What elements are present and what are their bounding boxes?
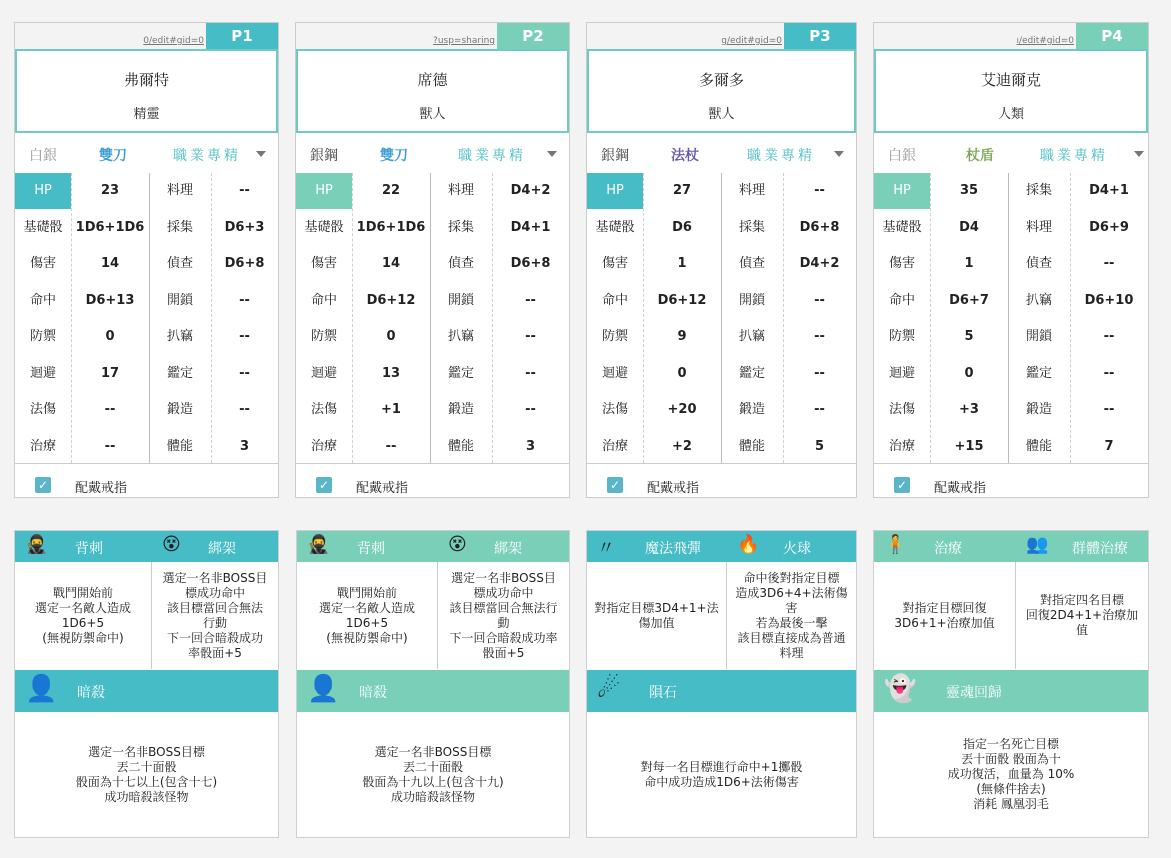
skill-value: -- bbox=[525, 292, 536, 308]
character-race: 獸人 bbox=[708, 107, 735, 122]
skill-label: 偵查 bbox=[447, 256, 474, 271]
stat-row bbox=[296, 392, 569, 428]
stat-label: 迴避 bbox=[888, 365, 915, 381]
stat-label: HP bbox=[874, 173, 930, 209]
stat-label: 迴避 bbox=[310, 365, 337, 381]
stat-row bbox=[296, 429, 569, 465]
stat-value: D6+12 bbox=[366, 292, 416, 308]
skill-name: 綁架 bbox=[208, 541, 236, 557]
player-tag: P3 bbox=[784, 23, 856, 49]
character-race: 人類 bbox=[997, 107, 1024, 122]
skill-header[interactable] bbox=[727, 531, 856, 562]
stat-value: 23 bbox=[100, 183, 120, 198]
stat-value: 5 bbox=[964, 329, 974, 344]
meteor-icon: ☄ bbox=[597, 674, 621, 704]
gear-row[interactable] bbox=[296, 139, 569, 169]
kidnap-icon: 😵 bbox=[448, 534, 467, 555]
stat-row bbox=[296, 319, 569, 355]
name-box bbox=[296, 49, 569, 133]
skill-value: D6+8 bbox=[799, 219, 840, 235]
stat-row bbox=[874, 173, 1148, 209]
grid-divider bbox=[430, 173, 431, 463]
grid-divider bbox=[352, 173, 353, 463]
thief-icon: 🥷 bbox=[25, 534, 48, 555]
skill-name: 火球 bbox=[783, 541, 811, 557]
skill-label: 鍛造 bbox=[166, 402, 193, 417]
skill-value: 5 bbox=[814, 438, 825, 454]
skill-value: D4+1 bbox=[510, 219, 551, 235]
skill-description: 選定一名非BOSS目 標成功命中 該目標當回合無法行 動 下一回合暗殺成功率 骰面+5 bbox=[449, 570, 558, 660]
grid-divider bbox=[492, 173, 493, 463]
stat-value: D6+13 bbox=[85, 292, 135, 308]
stat-label: 防禦 bbox=[310, 329, 337, 344]
skill-description: 對每一名目標進行命中+1擲骰 命中成功造成1D6+法術傷害 bbox=[640, 759, 803, 789]
character-name: 多爾多 bbox=[698, 71, 744, 89]
skill-value: -- bbox=[239, 183, 250, 198]
skill-label: 鍛造 bbox=[447, 402, 474, 417]
skill-header[interactable] bbox=[587, 670, 856, 712]
stat-value: D6+12 bbox=[657, 292, 707, 308]
checkbox-icon[interactable]: ✓ bbox=[316, 477, 332, 493]
skill-value: -- bbox=[814, 183, 825, 198]
skill-value: D6+3 bbox=[224, 219, 265, 235]
grid-divider bbox=[783, 173, 784, 463]
weapon-label: 雙刀 bbox=[380, 148, 408, 164]
skill-label: 體能 bbox=[738, 438, 765, 454]
character-sheet-p4 bbox=[873, 22, 1149, 498]
stat-label: 傷害 bbox=[601, 256, 628, 271]
profession-dropdown[interactable]: 職業專精 bbox=[173, 148, 241, 164]
stat-value: -- bbox=[385, 438, 397, 454]
skill-description: 選定一名非BOSS目標 丟二十面骰 骰面為十九以上(包含十九) 成功暗殺該怪物 bbox=[362, 744, 504, 804]
player-tag: P2 bbox=[497, 23, 569, 49]
skill-value: -- bbox=[525, 329, 536, 344]
stat-row bbox=[296, 246, 569, 282]
skill-label: 扒竊 bbox=[447, 329, 474, 344]
stat-value: +1 bbox=[381, 402, 401, 417]
stat-value: 1 bbox=[964, 256, 974, 271]
stat-value: +15 bbox=[954, 438, 984, 454]
skill-label: 扒竊 bbox=[166, 329, 193, 344]
character-name: 席德 bbox=[417, 71, 448, 89]
missile-icon: 〃 bbox=[597, 538, 615, 559]
skill-label: 開鎖 bbox=[447, 292, 474, 308]
sheet-link[interactable]: 0/edit#gid=0 bbox=[143, 36, 204, 46]
stat-value: 35 bbox=[959, 183, 979, 198]
stat-label: 治療 bbox=[601, 438, 628, 454]
stat-row bbox=[874, 283, 1148, 319]
skill-header[interactable] bbox=[438, 531, 569, 562]
skill-description: 選定一名非BOSS目標 丟二十面骰 骰面為十七以上(包含十七) 成功暗殺該怪物 bbox=[75, 744, 218, 804]
skill-value: -- bbox=[525, 365, 536, 381]
heal-icon: 🧍 bbox=[884, 534, 907, 555]
stat-row bbox=[874, 319, 1148, 355]
stat-value: +20 bbox=[667, 402, 697, 417]
revive-icon: 👻 bbox=[884, 674, 917, 704]
skill-panel bbox=[873, 530, 1149, 838]
stat-value: 0 bbox=[677, 365, 687, 381]
skill-value: D6+9 bbox=[1089, 219, 1129, 235]
stat-label: 傷害 bbox=[310, 256, 337, 271]
chevron-down-icon[interactable] bbox=[1134, 151, 1144, 157]
stat-value: -- bbox=[104, 402, 116, 417]
character-name: 艾迪爾克 bbox=[980, 71, 1041, 89]
skill-description: 對指定目標回復 3D6+1+治療加值 bbox=[874, 562, 1016, 669]
stat-row bbox=[874, 210, 1148, 246]
checkbox-icon[interactable]: ✓ bbox=[894, 477, 910, 493]
gear-row[interactable] bbox=[15, 139, 278, 169]
stat-label: 命中 bbox=[310, 292, 337, 308]
stats-grid bbox=[874, 173, 1148, 463]
skill-description: 對指定目標3D4+1+法 傷加值 bbox=[587, 562, 727, 669]
metal-label: 銀鋼 bbox=[310, 148, 338, 164]
skill-header[interactable] bbox=[874, 670, 1148, 712]
skill-header[interactable] bbox=[152, 531, 278, 562]
skill-label: 採集 bbox=[166, 219, 193, 235]
skill-description: 戰鬥開始前 選定一名敵人造成 1D6+5 (無視防禦命中) bbox=[297, 562, 438, 669]
stat-row bbox=[296, 356, 569, 392]
sheet-link[interactable]: ?usp=sharing bbox=[433, 36, 495, 46]
stat-row bbox=[15, 173, 278, 209]
stat-value: 22 bbox=[381, 183, 401, 198]
skill-label: 料理 bbox=[447, 183, 474, 198]
skill-value: D4+1 bbox=[1089, 183, 1129, 198]
name-box bbox=[587, 49, 856, 133]
stat-label: HP bbox=[587, 173, 643, 209]
sheet-link[interactable]: ı/edit#gid=0 bbox=[1016, 36, 1074, 46]
stat-row bbox=[15, 246, 278, 282]
name-box bbox=[15, 49, 278, 133]
skill-label: 鑑定 bbox=[447, 365, 474, 381]
stat-row bbox=[874, 356, 1148, 392]
stat-value: D6 bbox=[672, 219, 692, 235]
skill-header[interactable] bbox=[587, 531, 727, 562]
weapon-label: 雙刀 bbox=[99, 148, 127, 164]
stat-label: 迴避 bbox=[601, 365, 628, 381]
group-heal-icon: 👥 bbox=[1026, 534, 1049, 555]
weapon-label: 杖盾 bbox=[966, 148, 994, 164]
stat-label: 治療 bbox=[888, 438, 915, 454]
skill-label: 料理 bbox=[166, 183, 193, 198]
checkbox-icon[interactable]: ✓ bbox=[607, 477, 623, 493]
stat-label: 治療 bbox=[29, 438, 56, 454]
stat-value: 9 bbox=[677, 329, 687, 344]
grid-divider bbox=[1070, 173, 1071, 463]
skill-label: 鑑定 bbox=[166, 365, 193, 381]
skill-label: 採集 bbox=[447, 219, 474, 235]
skill-panel bbox=[14, 530, 279, 838]
ring-row bbox=[15, 463, 278, 507]
character-race: 獸人 bbox=[419, 107, 446, 122]
skill-header[interactable] bbox=[297, 531, 438, 562]
stat-value: D4 bbox=[959, 219, 979, 235]
profession-dropdown[interactable]: 職業專精 bbox=[747, 148, 815, 164]
stat-label: 治療 bbox=[310, 438, 337, 454]
stat-label: 基礎骰 bbox=[595, 219, 635, 235]
sheet-link[interactable]: g/edit#gid=0 bbox=[721, 36, 782, 46]
stat-value: 0 bbox=[105, 329, 115, 344]
skill-label: 偵查 bbox=[1025, 256, 1052, 271]
grid-divider bbox=[643, 173, 644, 463]
skill-value: -- bbox=[239, 292, 250, 308]
grid-divider bbox=[1008, 173, 1009, 463]
chevron-down-icon[interactable] bbox=[256, 151, 266, 157]
ring-row bbox=[874, 463, 1148, 507]
skill-name: 背刺 bbox=[75, 541, 103, 557]
stat-label: 命中 bbox=[888, 292, 915, 308]
kidnap-icon: 😵 bbox=[162, 534, 181, 555]
skill-value: -- bbox=[239, 402, 250, 417]
skill-label: 料理 bbox=[738, 183, 765, 198]
skill-value: -- bbox=[1103, 365, 1115, 381]
stat-label: 法傷 bbox=[310, 402, 337, 417]
skill-label: 鍛造 bbox=[738, 402, 765, 417]
character-race: 精靈 bbox=[133, 107, 160, 122]
grid-divider bbox=[71, 173, 72, 463]
skill-label: 偵查 bbox=[738, 256, 765, 271]
skill-value: D6+8 bbox=[510, 256, 551, 271]
skill-value: -- bbox=[525, 402, 536, 417]
skill-label: 採集 bbox=[1025, 183, 1052, 198]
skill-label: 鑑定 bbox=[1025, 365, 1052, 381]
stat-label: 法傷 bbox=[888, 402, 915, 417]
stats-grid bbox=[15, 173, 278, 463]
ring-row bbox=[296, 463, 569, 507]
ring-row bbox=[587, 463, 856, 507]
grid-divider bbox=[721, 173, 722, 463]
stat-row bbox=[296, 210, 569, 246]
skill-header[interactable] bbox=[1016, 531, 1148, 562]
ring-label: 配戴戒指 bbox=[356, 481, 409, 496]
ring-label: 配戴戒指 bbox=[934, 481, 987, 496]
character-name: 弗爾特 bbox=[123, 71, 169, 89]
skill-value: -- bbox=[1103, 402, 1115, 417]
name-box bbox=[874, 49, 1148, 133]
metal-label: 白銀 bbox=[888, 148, 916, 164]
grid-divider bbox=[211, 173, 212, 463]
stat-row bbox=[15, 319, 278, 355]
character-sheet-p1 bbox=[14, 22, 279, 498]
skill-description: 選定一名非BOSS目 標成功命中 該目標當回合無法 行動 下一回合暗殺成功 率骰面+5 bbox=[162, 570, 268, 660]
skill-value: D4+2 bbox=[799, 256, 840, 271]
assassin-icon: 👤 bbox=[307, 674, 340, 704]
stat-value: 27 bbox=[672, 183, 692, 198]
skill-label: 扒竊 bbox=[738, 329, 765, 344]
skill-name: 暗殺 bbox=[359, 685, 387, 701]
stat-row bbox=[15, 283, 278, 319]
stat-value: 13 bbox=[381, 365, 401, 381]
weapon-label: 法杖 bbox=[671, 148, 699, 164]
skill-label: 體能 bbox=[166, 438, 193, 454]
character-sheet-p3 bbox=[586, 22, 857, 498]
skill-label: 體能 bbox=[447, 438, 474, 454]
skill-value: -- bbox=[239, 365, 250, 381]
stat-value: 17 bbox=[100, 365, 120, 381]
stat-label: 基礎骰 bbox=[304, 219, 344, 235]
metal-label: 白銀 bbox=[29, 148, 57, 164]
skill-value: -- bbox=[1103, 329, 1115, 344]
skill-value: -- bbox=[814, 402, 825, 417]
skill-value: -- bbox=[1103, 256, 1115, 271]
stat-row bbox=[15, 392, 278, 428]
skill-description: 指定一名死亡目標 丟十面骰 骰面為十 成功復活，血量為 10% (無條件捨去) 消耗 鳳凰羽毛 bbox=[947, 737, 1075, 811]
grid-divider bbox=[149, 173, 150, 463]
stat-label: HP bbox=[296, 173, 352, 209]
skill-header[interactable] bbox=[15, 531, 152, 562]
checkbox-icon[interactable]: ✓ bbox=[35, 477, 51, 493]
ring-label: 配戴戒指 bbox=[75, 481, 128, 496]
skill-header[interactable] bbox=[874, 531, 1016, 562]
stat-label: 法傷 bbox=[601, 402, 628, 417]
skill-value: D6+10 bbox=[1084, 292, 1134, 308]
skill-name: 隕石 bbox=[649, 685, 677, 701]
stat-row bbox=[15, 356, 278, 392]
stat-label: 基礎骰 bbox=[23, 219, 63, 235]
skill-label: 採集 bbox=[738, 219, 765, 235]
skill-description: 對指定四名目標 回復2D4+1+治療加 值 bbox=[1025, 593, 1139, 637]
stat-row bbox=[874, 429, 1148, 465]
stat-row bbox=[874, 392, 1148, 428]
stat-row bbox=[15, 429, 278, 465]
skill-label: 開鎖 bbox=[1025, 329, 1052, 344]
player-tag: P4 bbox=[1076, 23, 1148, 49]
thief-icon: 🥷 bbox=[307, 534, 330, 555]
skill-value: 3 bbox=[525, 438, 536, 454]
stat-value: +2 bbox=[672, 438, 692, 454]
skill-description: 戰鬥開始前 選定一名敵人造成 1D6+5 (無視防禦命中) bbox=[15, 562, 152, 669]
skill-name: 靈魂回歸 bbox=[946, 685, 1002, 701]
skill-panel bbox=[586, 530, 857, 838]
skill-label: 鑑定 bbox=[738, 365, 765, 381]
stat-label: 命中 bbox=[601, 292, 628, 308]
skill-header[interactable] bbox=[15, 670, 278, 712]
stats-grid bbox=[296, 173, 569, 463]
skill-name: 群體治療 bbox=[1072, 541, 1128, 557]
skill-label: 開鎖 bbox=[738, 292, 765, 308]
stat-value: 0 bbox=[386, 329, 396, 344]
stat-value: 1 bbox=[677, 256, 687, 271]
skill-name: 魔法飛彈 bbox=[645, 541, 701, 557]
skill-label: 鍛造 bbox=[1025, 402, 1052, 417]
ring-label: 配戴戒指 bbox=[647, 481, 700, 496]
stat-label: HP bbox=[15, 173, 71, 209]
gear-row[interactable] bbox=[874, 139, 1148, 169]
skill-value: -- bbox=[814, 292, 825, 308]
skill-label: 料理 bbox=[1025, 219, 1052, 235]
fireball-icon: 🔥 bbox=[737, 534, 760, 555]
stat-row bbox=[296, 173, 569, 209]
skill-label: 開鎖 bbox=[166, 292, 193, 308]
skill-label: 扒竊 bbox=[1025, 292, 1052, 308]
stat-value: 1D6+1D6 bbox=[75, 219, 145, 235]
stat-label: 迴避 bbox=[29, 365, 56, 381]
skill-value: -- bbox=[239, 329, 250, 344]
skill-value: -- bbox=[814, 365, 825, 381]
skill-header[interactable] bbox=[297, 670, 569, 712]
metal-label: 銀鋼 bbox=[601, 148, 629, 164]
stat-label: 命中 bbox=[29, 292, 56, 308]
stat-value: 1D6+1D6 bbox=[356, 219, 426, 235]
gear-row[interactable] bbox=[587, 139, 856, 169]
skill-label: 偵查 bbox=[166, 256, 193, 271]
profession-dropdown[interactable]: 職業專精 bbox=[1040, 148, 1108, 164]
player-tag: P1 bbox=[206, 23, 278, 49]
chevron-down-icon[interactable] bbox=[547, 151, 557, 157]
stat-value: 14 bbox=[381, 256, 401, 271]
skill-value: 3 bbox=[239, 438, 250, 454]
stat-row bbox=[15, 210, 278, 246]
skill-name: 綁架 bbox=[494, 541, 522, 557]
stat-label: 防禦 bbox=[29, 329, 56, 344]
stat-row bbox=[874, 246, 1148, 282]
stat-label: 防禦 bbox=[601, 329, 628, 344]
skill-value: D6+8 bbox=[224, 256, 265, 271]
stats-grid bbox=[587, 173, 856, 463]
stat-value: -- bbox=[104, 438, 116, 454]
stat-label: 法傷 bbox=[29, 402, 56, 417]
profession-dropdown[interactable]: 職業專精 bbox=[458, 148, 526, 164]
skill-panel bbox=[296, 530, 570, 838]
stat-value: 14 bbox=[100, 256, 120, 271]
skill-value: D4+2 bbox=[510, 183, 551, 198]
skill-label: 體能 bbox=[1025, 438, 1052, 454]
stat-label: 傷害 bbox=[29, 256, 56, 271]
grid-divider bbox=[930, 173, 931, 463]
stat-row bbox=[296, 283, 569, 319]
chevron-down-icon[interactable] bbox=[834, 151, 844, 157]
stat-label: 基礎骰 bbox=[882, 219, 922, 235]
stat-value: +3 bbox=[959, 402, 979, 417]
skill-value: 7 bbox=[1104, 438, 1114, 454]
skill-name: 暗殺 bbox=[77, 685, 105, 701]
skill-description: 命中後對指定目標 造成3D6+4+法術傷 害 若為最後一擊 該目標直接成為普通 料理 bbox=[735, 570, 848, 660]
stat-label: 防禦 bbox=[888, 329, 915, 344]
assassin-icon: 👤 bbox=[25, 674, 58, 704]
stat-value: 0 bbox=[964, 365, 974, 381]
stat-label: 傷害 bbox=[888, 256, 915, 271]
character-sheet-p2 bbox=[295, 22, 570, 498]
skill-name: 治療 bbox=[934, 541, 962, 557]
stat-value: D6+7 bbox=[949, 292, 989, 308]
skill-value: -- bbox=[814, 329, 825, 344]
skill-name: 背刺 bbox=[357, 541, 385, 557]
